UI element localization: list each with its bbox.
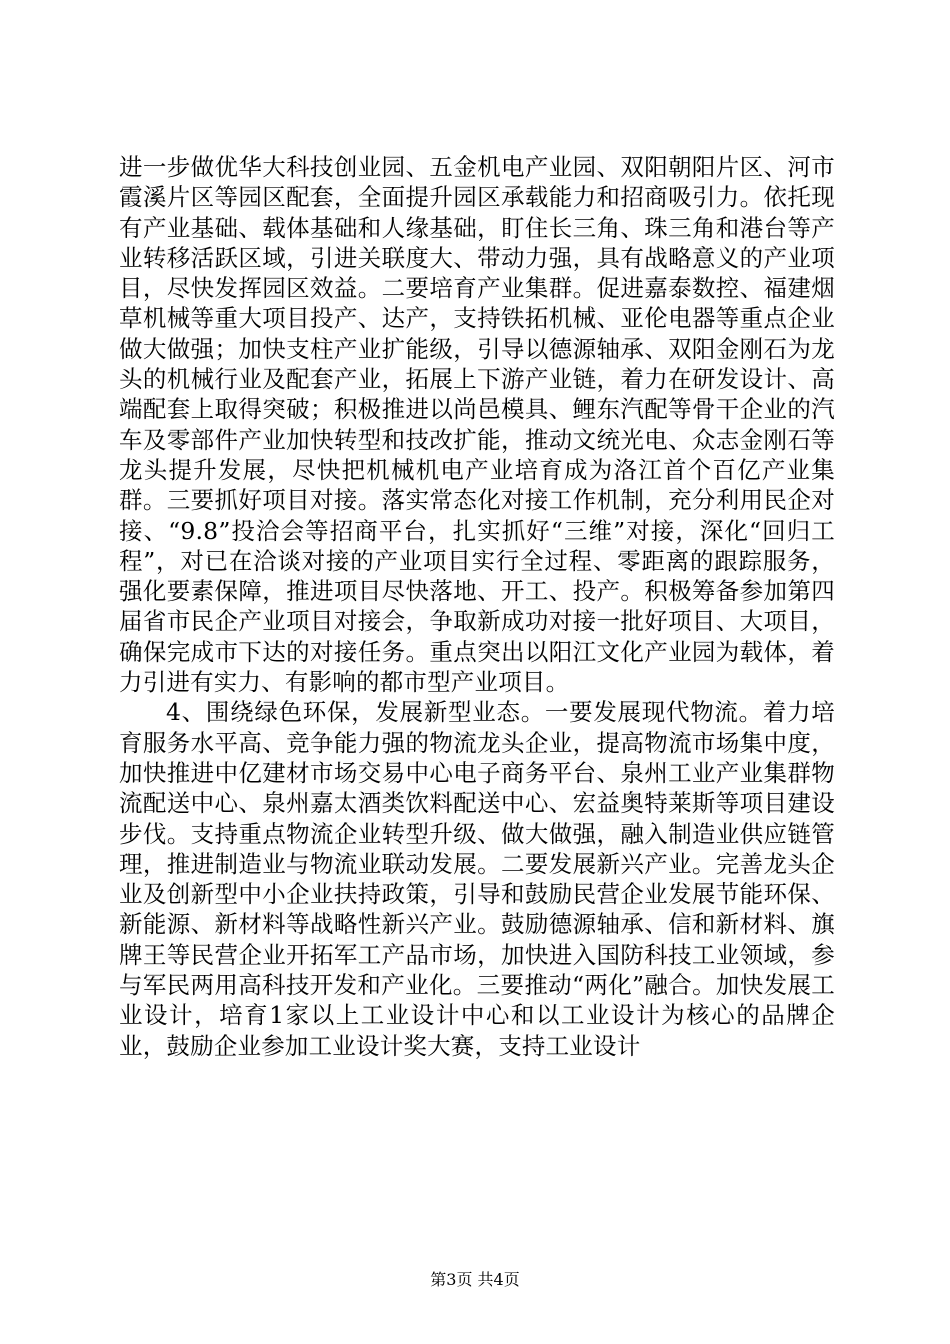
page-number-footer: 第3页 共4页 xyxy=(430,1270,520,1289)
document-body xyxy=(119,152,835,1061)
paragraph-park-and-industry: 进一步做优华大科技创业园、五金机电产业园、双阳朝阳片区、河市霞溪片区等园区配套，全面提升园区承载能力和招商吸引力。依托现有产业基础、载体基础和人缘基础，盯住长三角、珠三角和港台等产业转移活跃区域，引进关联度大、带动力强，具有战略意义的产业项目，尽快发挥园区效益。二要培育产业集群。促进嘉泰数控、福建烟草机械等重大项目投产、达产，支持铁拓机械、亚伦电器等重点企业做大做强；加快支柱产业扩能级，引导以德源轴承、双阳金刚石为龙头的机械行业及配套产业，拓展上下游产业链，着力在研发设计、高端配套上取得突破；积极推进以尚邑模具、鲤东汽配等骨干企业的汽车及零部件产业加快转型和技改扩能，推动文统光电、众志金刚石等龙头提升发展，尽快把机械机电产业培育成为洛江首个百亿产业集群。三要抓好项目对接。落实常态化对接工作机制，充分利用民企对接、“9.8”投洽会等招商平台，扎实抓好“三维”对接，深化“回归工程”，对已在洽谈对接的产业项目实行全过程、零距离的跟踪服务，强化要素保障，推进项目尽快落地、开工、投产。积极筹备参加第四届省市民企产业项目对接会，争取新成功对接一批好项目、大项目，确保完成市下达的对接任务。重点突出以阳江文化产业园为载体，着力引进有实力、有影响的都市型产业项目。 xyxy=(119,153,835,697)
paragraph-green-environment: 4、围绕绿色环保，发展新型业态。一要发展现代物流。着力培育服务水平高、竞争能力强的物流龙头企业，提高物流市场集中度，加快推进中亿建材市场交易中心电子商务平台、泉州工业产业集群物流配送中心、泉州嘉太酒类饮料配送中心、宏益奥特莱斯等项目建设步伐。支持重点物流企业转型升级、做大做强，融入制造业供应链管理，推进制造业与物流业联动发展。二要发展新兴产业。完善龙头企业及创新型中小企业扶持政策，引导和鼓励民营企业发展节能环保、新能源、新材料等战略性新兴产业。鼓励德源轴承、信和新材料、旗牌王等民营企业开拓军工产品市场，加快进入国防科技工业领域，参与军民两用高科技开发和产业化。三要推动“两化”融合。加快发展工业设计，培育1家以上工业设计中心和以工业设计为核心的品牌企业，鼓励企业参加工业设计奖大赛，支持工业设计 xyxy=(119,698,835,1060)
